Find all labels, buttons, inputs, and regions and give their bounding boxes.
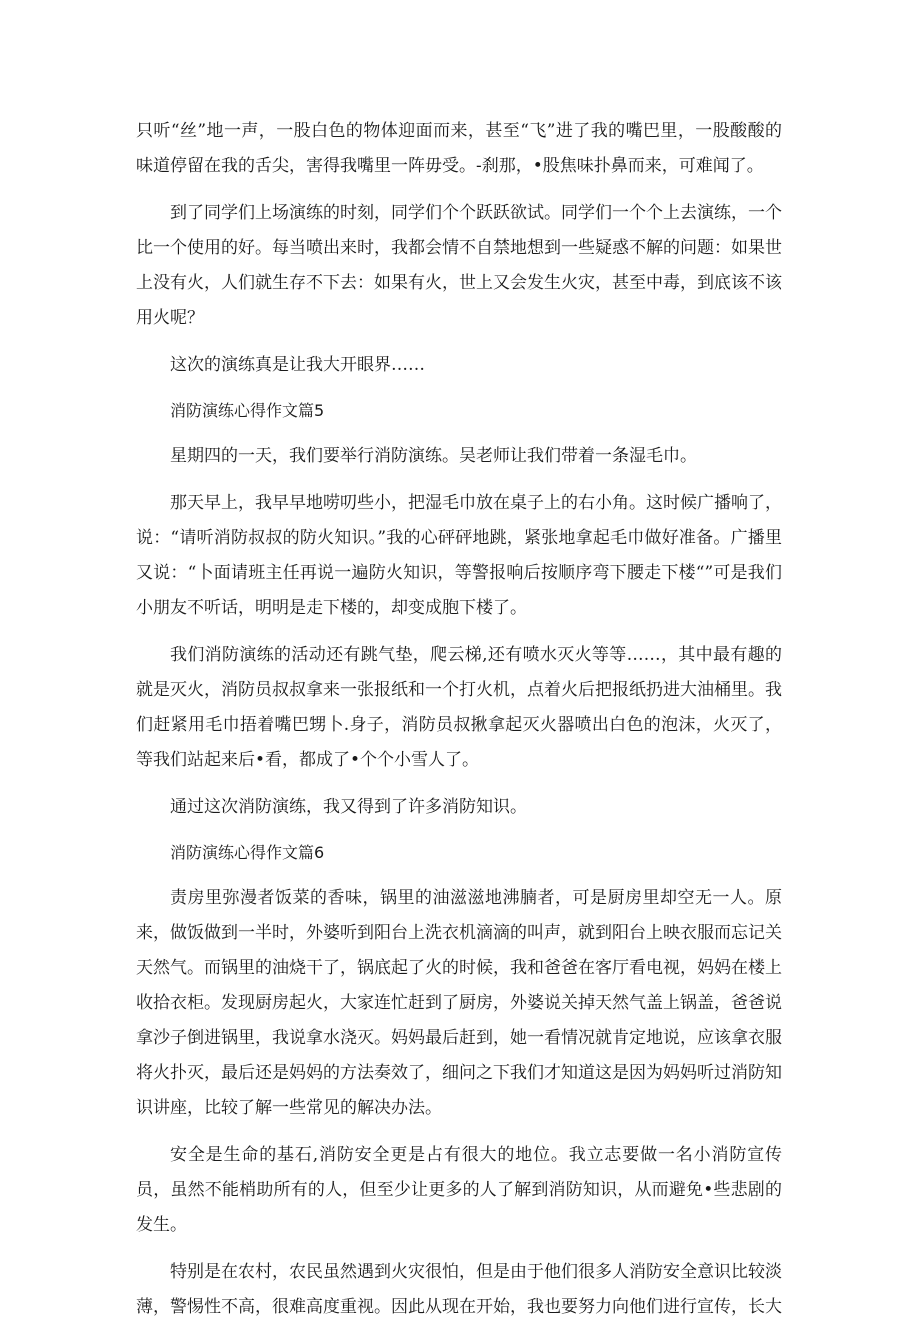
paragraph: 责房里弥漫者饭菜的香味，锅里的油滋滋地沸腩者，可是厨房里却空无一人。原来，做饭做到一半时，外婆听到阳台上洗衣机滴滴的叫声，就到阳台上映衣服而忘记关天然气。而锅里的油烧干了，锅底起了火的时候，我和爸爸在客厅看电视，妈妈在楼上收拾衣柜。发现厨房起火，大家连忙赶到了厨房，外婆说关掉天然气盖上锅盖，爸爸说拿沙子倒进锅里，我说拿水浇灭。妈妈最后赶到，她一看情况就肯定地说，应该拿衣服将火扑灭，最后还是妈妈的方法奏效了，细问之下我们才知道这是因为妈妈听过消防知识讲座，比较了解一些常见的解决办法。 bbox=[136, 888, 782, 1118]
section-heading-5: 消防演练心得作文篇5 bbox=[170, 401, 325, 420]
paragraph: 那天早上，我早早地唠叨些小，把湿毛巾放在桌子上的右小角。这时候广播响了，说：“请听消防叔叔的防火知识。”我的心砰砰地跳，紧张地拿起毛巾做好准备。广播里又说：“卜面请班主任再说一遍防火知识，等警报响后按顺序弯下腰走下楼“”可是我们小朋友不听话，明明是走下楼的，却变成胞下楼了。 bbox=[136, 493, 782, 618]
paragraph: 特别是在农村，农民虽然遇到火灾很怕，但是由于他们很多人消防安全意识比较淡薄，警惕性不高，很难高度重视。因此从现在开始，我也要努力向他们进行宣传，长大 bbox=[136, 1262, 782, 1317]
section-heading-6: 消防演练心得作文篇6 bbox=[170, 843, 325, 862]
paragraph: 星期四的一天，我们要举行消防演练。吴老师让我们带着一条湿毛巾。 bbox=[170, 446, 697, 466]
paragraph: 安全是生命的基石,消防安全更是占有很大的地位。我立志要做一名小消防宣传员，虽然不能梢助所有的人，但至少让更多的人了解到消防知识，从而避免•些悲剧的发生。 bbox=[136, 1145, 782, 1235]
paragraph-intro: 只听“丝”地一声，一股白色的物体迎面而来，甚至“飞”进了我的嘴巴里，一股酸酸的味道停留在我的舌尖，害得我嘴里一阵毋受。-刹那，•股焦味扑鼻而来，可难闻了。 bbox=[136, 121, 782, 176]
paragraph: 这次的演练真是让我大开眼界…… bbox=[170, 355, 425, 375]
paragraph: 通过这次消防演练，我又得到了许多消防知识。 bbox=[170, 797, 527, 817]
paragraph: 我们消防演练的活动还有跳气垫，爬云梯,还有喷水灭火等等……，其中最有趣的就是灭火，消防员叔叔拿来一张报纸和一个打火机，点着火后把报纸扔进大油桶里。我们赶紧用毛巾捂着嘴巴甥卜.身子，消防员叔揪拿起灭火器喷出白色的泡沫，火灭了，等我们站起来后•看，都成了•个个小雪人了。 bbox=[136, 645, 782, 770]
document-page bbox=[136, 114, 782, 1337]
paragraph: 到了同学们上场演练的时刻，同学们个个跃跃欲试。同学们一个个上去演练，一个比一个使用的好。每当喷出来时，我都会情不自禁地想到一些疑惑不解的问题：如果世上没有火，人们就生存不下去：如果有火，世上又会发生火灾，甚至中毒，到底该不该用火呢？ bbox=[136, 203, 782, 328]
